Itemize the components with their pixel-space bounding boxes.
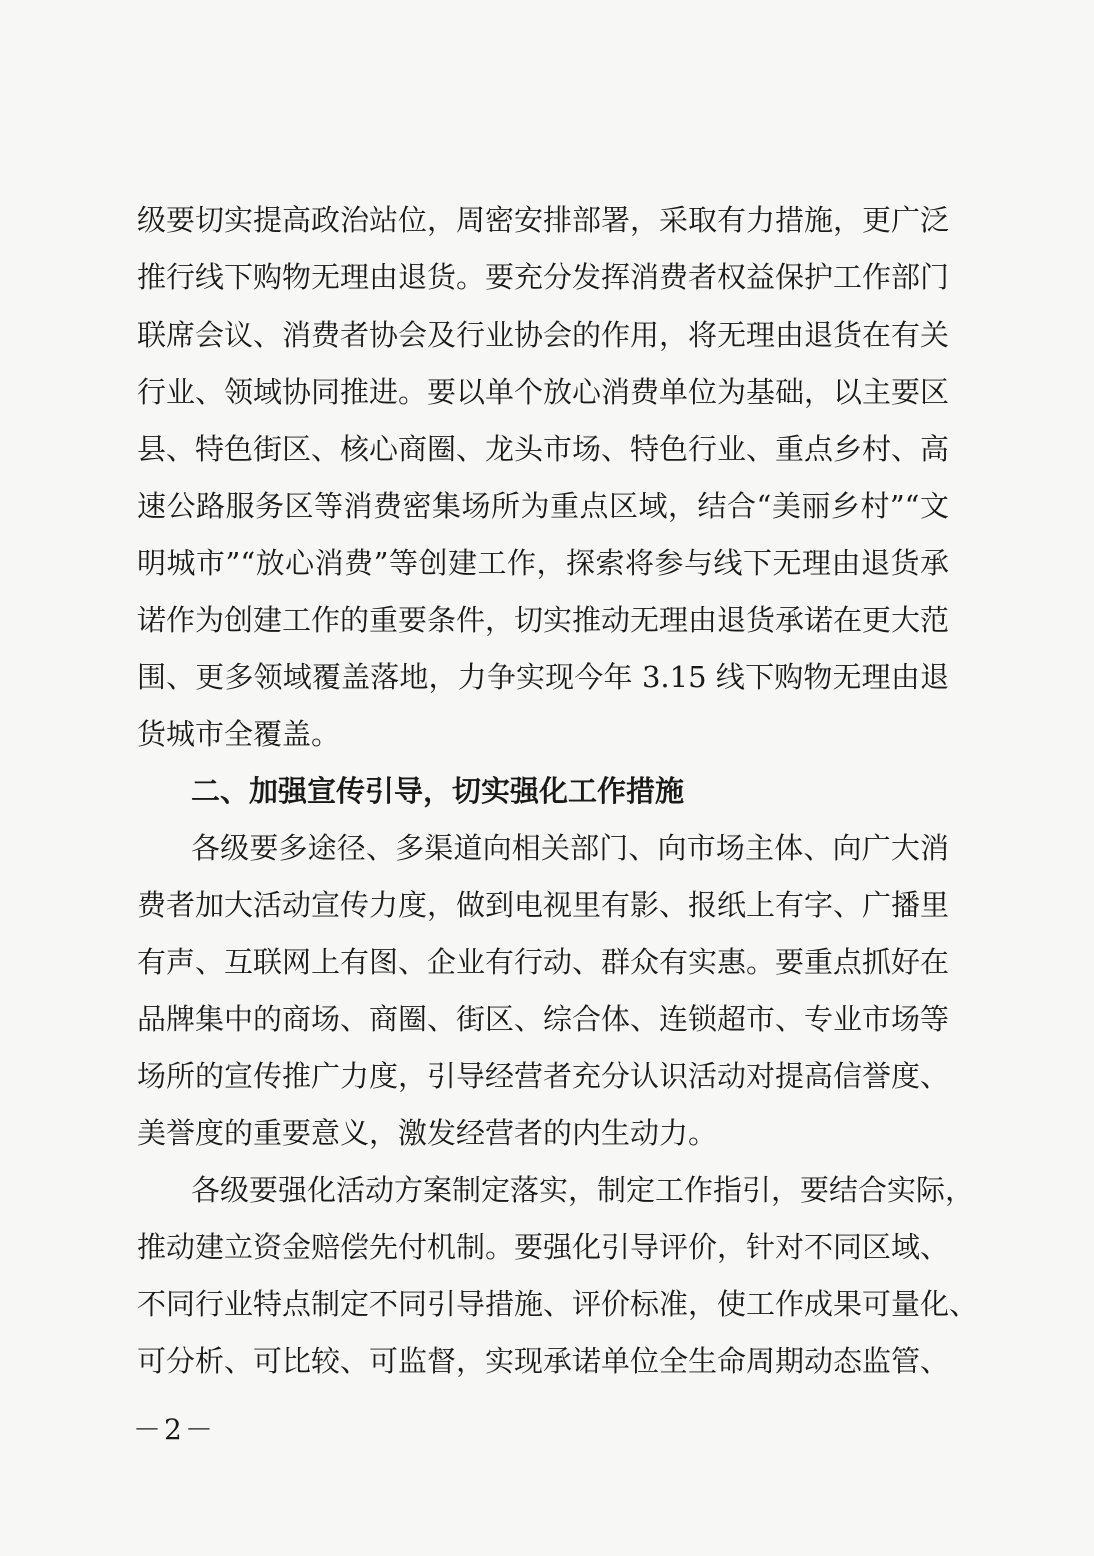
body-text-line: 推动建立资金赔偿先付机制。要强化引导评价，针对不同区域、 bbox=[137, 1230, 950, 1264]
body-text-line: 速公路服务区等消费密集场所为重点区域，结合“美丽乡村”“文 bbox=[137, 489, 949, 523]
body-text-line: 场所的宣传推广力度，引导经营者充分认识活动对提高信誉度、 bbox=[137, 1059, 950, 1093]
body-text-line: 美誉度的重要意义，激发经营者的内生动力。 bbox=[137, 1116, 718, 1150]
body-text-line: 可分析、可比较、可监督，实现承诺单位全生命周期动态监管、 bbox=[137, 1344, 950, 1378]
body-text-line: 级要切实提高政治站位，周密安排部署，采取有力措施，更广泛 bbox=[137, 203, 950, 237]
body-text-line: 明城市”“放心消费”等创建工作，探索将参与线下无理由退货承 bbox=[137, 546, 949, 580]
body-text-line: 品牌集中的商场、商圈、街区、综合体、连锁超市、专业市场等 bbox=[137, 1002, 950, 1036]
body-text-line: 费者加大活动宣传力度，做到电视里有影、报纸上有字、广播里 bbox=[137, 888, 950, 922]
body-text-line: 不同行业特点制定不同引导措施、评价标准，使工作成果可量化、 bbox=[137, 1287, 979, 1321]
body-text-line: 各级要多途径、多渠道向相关部门、向市场主体、向广大消 bbox=[191, 831, 949, 865]
body-text-line: 县、特色街区、核心商圈、龙头市场、特色行业、重点乡村、高 bbox=[137, 432, 950, 466]
body-text-line: 推行线下购物无理由退货。要充分发挥消费者权益保护工作部门 bbox=[137, 260, 950, 294]
section-heading: 二、加强宣传引导，切实强化工作措施 bbox=[191, 774, 685, 808]
body-text-line: 行业、领域协同推进。要以单个放心消费单位为基础，以主要区 bbox=[137, 375, 950, 409]
page-number: －2－ bbox=[133, 1413, 216, 1446]
body-text-line: 货城市全覆盖。 bbox=[137, 717, 341, 751]
body-text-line: 联席会议、消费者协会及行业协会的作用，将无理由退货在有关 bbox=[137, 318, 950, 352]
body-text-line: 各级要强化活动方案制定落实，制定工作指引，要结合实际， bbox=[191, 1173, 975, 1207]
body-text-line: 有声、互联网上有图、企业有行动、群众有实惠。要重点抓好在 bbox=[137, 945, 950, 979]
body-text-line: 诺作为创建工作的重要条件，切实推动无理由退货承诺在更大范 bbox=[137, 603, 950, 637]
body-text-line: 围、更多领域覆盖落地，力争实现今年 3.15 线下购物无理由退 bbox=[137, 660, 949, 694]
